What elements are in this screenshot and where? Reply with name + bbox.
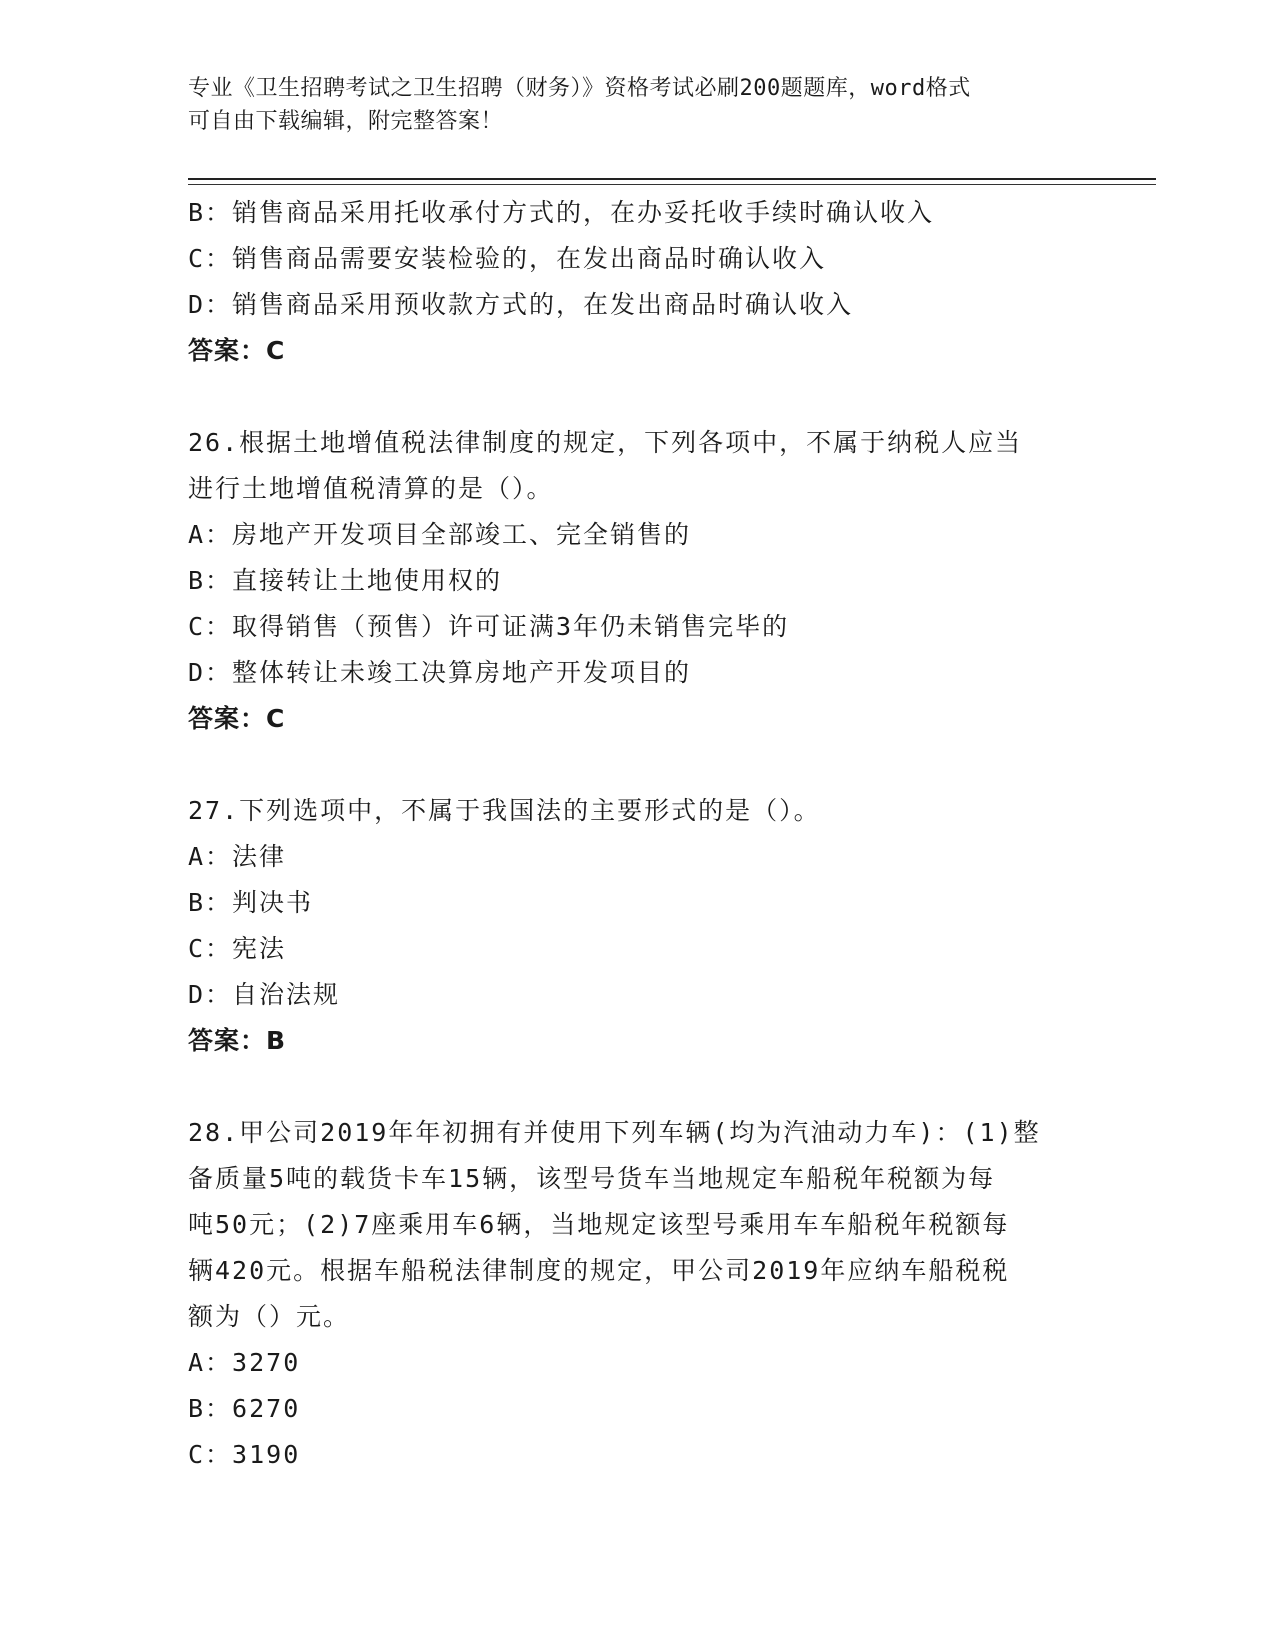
option-c: C：宪法 (188, 934, 287, 963)
question-content (188, 190, 1088, 1478)
question-stem (188, 420, 1088, 512)
answer-line: 答案：B (188, 1026, 287, 1055)
option-b: B：直接转让土地使用权的 (188, 566, 503, 595)
spacer (188, 742, 1088, 788)
stem-line: 吨50元；(2)7座乘用车6辆，当地规定该型号乘用车车船税年税额每 (188, 1210, 1010, 1239)
question-26 (188, 420, 1088, 742)
option-b: B：销售商品采用托收承付方式的，在办妥托收手续时确认收入 (188, 198, 935, 227)
question-stem (188, 1110, 1088, 1340)
question-27 (188, 788, 1088, 1064)
stem-line: 26.根据土地增值税法律制度的规定，下列各项中，不属于纳税人应当 (188, 428, 1023, 457)
header-divider-thick (188, 178, 1156, 180)
option-d: D：自治法规 (188, 980, 341, 1009)
option-b: B：判决书 (188, 888, 314, 917)
header-line-2: 可自由下载编辑，附完整答案！ (188, 109, 504, 134)
stem-line: 辆420元。根据车船税法律制度的规定，甲公司2019年应纳车船税税 (188, 1256, 1010, 1285)
stem-line: 27.下列选项中，不属于我国法的主要形式的是（）。 (188, 796, 821, 825)
option-d: D：整体转让未竣工决算房地产开发项目的 (188, 658, 692, 687)
header-divider-thin (188, 184, 1156, 185)
stem-line: 28.甲公司2019年年初拥有并使用下列车辆(均为汽油动力车)：(1)整 (188, 1118, 1041, 1147)
option-d: D：销售商品采用预收款方式的，在发出商品时确认收入 (188, 290, 854, 319)
option-a: A：法律 (188, 842, 287, 871)
spacer (188, 1064, 1088, 1110)
header-line-1: 专业《卫生招聘考试之卫生招聘（财务）》资格考试必刷200题题库，word格式 (188, 76, 971, 101)
option-a: A：3270 (188, 1348, 301, 1377)
question-stem (188, 788, 1088, 834)
partial-question (188, 190, 1088, 374)
option-c: C：销售商品需要安装检验的，在发出商品时确认收入 (188, 244, 827, 273)
answer-line: 答案：C (188, 336, 286, 365)
option-c: C：取得销售（预售）许可证满3年仍未销售完毕的 (188, 612, 790, 641)
stem-line: 额为（）元。 (188, 1302, 351, 1331)
option-b: B：6270 (188, 1394, 301, 1423)
stem-line: 进行土地增值税清算的是（）。 (188, 474, 554, 503)
question-28 (188, 1110, 1088, 1478)
spacer (188, 374, 1088, 420)
document-header (188, 72, 1088, 138)
stem-line: 备质量5吨的载货卡车15辆，该型号货车当地规定车船税年税额为每 (188, 1164, 996, 1193)
answer-line: 答案：C (188, 704, 286, 733)
option-c: C：3190 (188, 1440, 301, 1469)
option-a: A：房地产开发项目全部竣工、完全销售的 (188, 520, 692, 549)
